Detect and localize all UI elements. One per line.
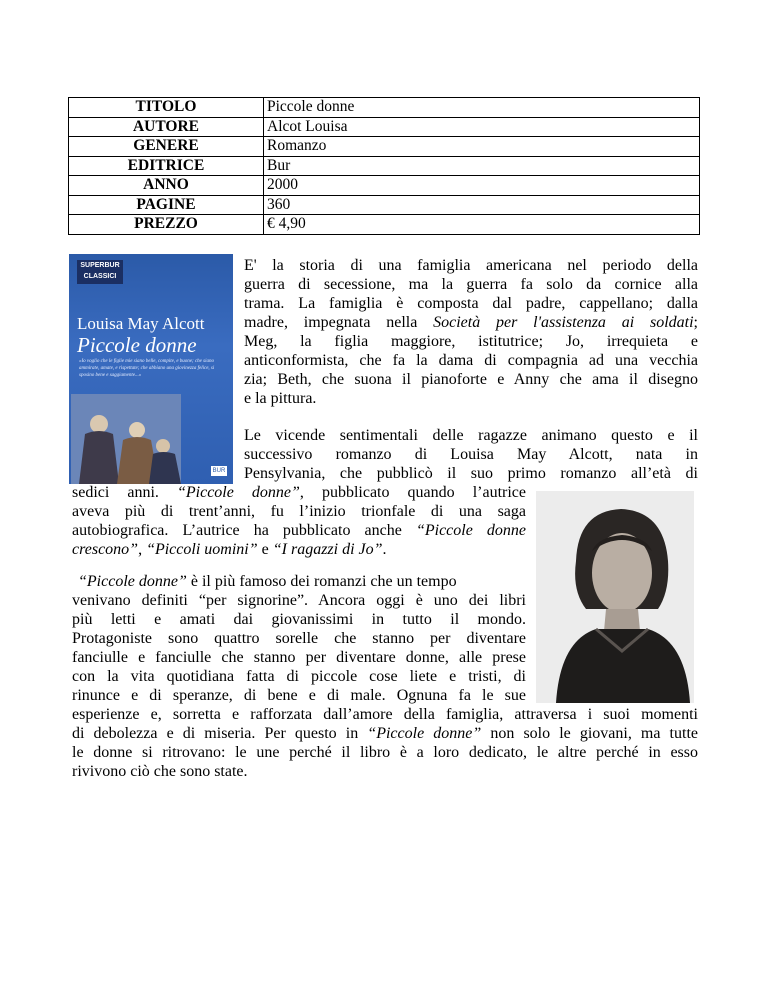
row-value: Alcot Louisa	[264, 117, 700, 137]
text-run: , pubblicato quando l’autrice	[299, 484, 527, 501]
table-row	[69, 176, 700, 196]
text-line: Protagoniste sono quattro sorelle che stanno per diventare	[72, 630, 526, 647]
row-value: 2000	[264, 176, 700, 196]
text-line: rivivono ciò che sono state.	[72, 763, 248, 780]
text-line: anticonformista, che fa la dama di compagnia ad una vecchia	[244, 352, 698, 369]
row-value: Piccole donne	[264, 98, 700, 118]
text-line: successivo romanzo di Louisa May Alcott, nata in	[244, 446, 698, 463]
text-run: sedici anni.	[72, 484, 177, 501]
text-run-italic: crescono”	[72, 541, 139, 558]
row-key: TITOLO	[69, 98, 264, 118]
author-portrait-image	[536, 491, 694, 703]
row-value: € 4,90	[264, 215, 700, 235]
text-line: rinunce e di speranze, di bene e di male. Ognuna fa le sue	[72, 687, 526, 704]
text-line: zia; Beth, che suona il pianoforte e Anny che ama il disegno	[244, 371, 698, 388]
text-run: autobiografica. L’autrice ha pubblicato anche	[72, 522, 416, 539]
text-line: trama. La famiglia è composta dal padre, cappellano; dalla	[244, 295, 698, 312]
book-cover-image	[69, 254, 233, 484]
cover-author: Louisa May Alcott	[77, 314, 205, 333]
text-run: madre, impegnata nella	[244, 314, 434, 331]
text-line	[244, 313, 698, 332]
text-run: è il più famoso dei romanzi che un tempo	[186, 573, 457, 590]
text-line: aveva più di trent’anni, fu l’inizio trionfale di una saga	[72, 503, 526, 520]
paragraph-2-top	[244, 426, 698, 483]
cover-logo: BUR	[212, 468, 226, 474]
paragraph-3-bottom	[72, 705, 698, 781]
text-run-italic: “Piccoli uomini”	[146, 541, 258, 558]
text-run: .	[382, 541, 387, 558]
text-run-italic: “Piccole donne”	[176, 484, 300, 501]
row-key: GENERE	[69, 137, 264, 157]
text-line: Meg, la figlia maggiore, istitutrice; Jo, irrequieta e	[244, 333, 698, 350]
text-line: fanciulle e fanciulle che stanno per diventare donne, alle prese	[72, 649, 526, 666]
cover-blurb: «Io voglio che le figlie mie siano belle, compite, e buone; che siano ammirate, amate, e rispettate; che abbiano una giovinezza felice, si sposino bene e saggiamente...»	[79, 359, 215, 378]
text-line: E' la storia di una famiglia americana nel periodo della	[244, 257, 698, 274]
table-row	[69, 117, 700, 137]
text-line	[72, 724, 698, 743]
row-value: Romanzo	[264, 137, 700, 157]
row-key: PREZZO	[69, 215, 264, 235]
text-line: e la pittura.	[244, 390, 317, 407]
text-run: ;	[693, 314, 698, 331]
text-line: guerra di secessione, ma la guerra fa solo da cornice alla	[244, 276, 698, 293]
author-portrait-drawing	[536, 491, 694, 703]
text-run: non solo le giovani, ma tutte	[481, 725, 698, 742]
cover-title: Piccole donne	[77, 333, 197, 357]
table-row	[69, 195, 700, 215]
text-line	[72, 540, 526, 559]
row-key: AUTORE	[69, 117, 264, 137]
table-row	[69, 215, 700, 235]
text-line: Pensylvania, che pubblicò il suo primo romanzo all’età di	[244, 465, 698, 482]
row-key: PAGINE	[69, 195, 264, 215]
paragraph-1	[244, 256, 698, 408]
row-key: ANNO	[69, 176, 264, 196]
text-line: più letti e amati dai giovanissimi in tutto il mondo.	[72, 611, 526, 628]
text-line	[72, 521, 526, 540]
table-row	[69, 137, 700, 157]
text-line: esperienze e, sorretta e rafforzata dall’amore della famiglia, attraversa i suoi momenti	[72, 706, 698, 723]
paragraph-3-left	[72, 572, 526, 705]
text-line	[72, 572, 526, 591]
text-line: Le vicende sentimentali delle ragazze animano questo e il	[244, 427, 698, 444]
cover-brand: SUPERBUR CLASSICI	[77, 260, 123, 284]
text-line	[72, 483, 526, 502]
row-value: Bur	[264, 156, 700, 176]
text-run-italic: “Piccole donne	[415, 522, 527, 539]
text-line: con la vita quotidiana fatta di piccole cose liete e tristi, di	[72, 668, 526, 685]
text-run: e	[257, 541, 273, 558]
table-row	[69, 156, 700, 176]
text-run-italic: “I ragazzi di Jo”	[272, 541, 383, 558]
text-line: venivano definiti “per signorine”. Ancora oggi è uno dei libri	[72, 592, 526, 609]
table-row	[69, 98, 700, 118]
book-info-table	[68, 97, 700, 235]
text-run: ,	[138, 541, 147, 558]
row-key: EDITRICE	[69, 156, 264, 176]
cover-title-block	[77, 314, 229, 357]
text-run: di debolezza e di miseria. Per questo in	[72, 725, 368, 742]
text-line: le donne si ritrovano: le une perché il libro è a loro dedicato, le altre perché in esso	[72, 744, 698, 761]
text-run-italic: “Piccole donne”	[367, 725, 482, 742]
row-value: 360	[264, 195, 700, 215]
text-run-italic: “Piccole donne”	[78, 573, 187, 590]
text-run-italic: Società per l'assistenza ai soldati	[433, 314, 694, 331]
cover-illustration	[71, 394, 181, 484]
paragraph-2-bottom	[72, 483, 526, 559]
